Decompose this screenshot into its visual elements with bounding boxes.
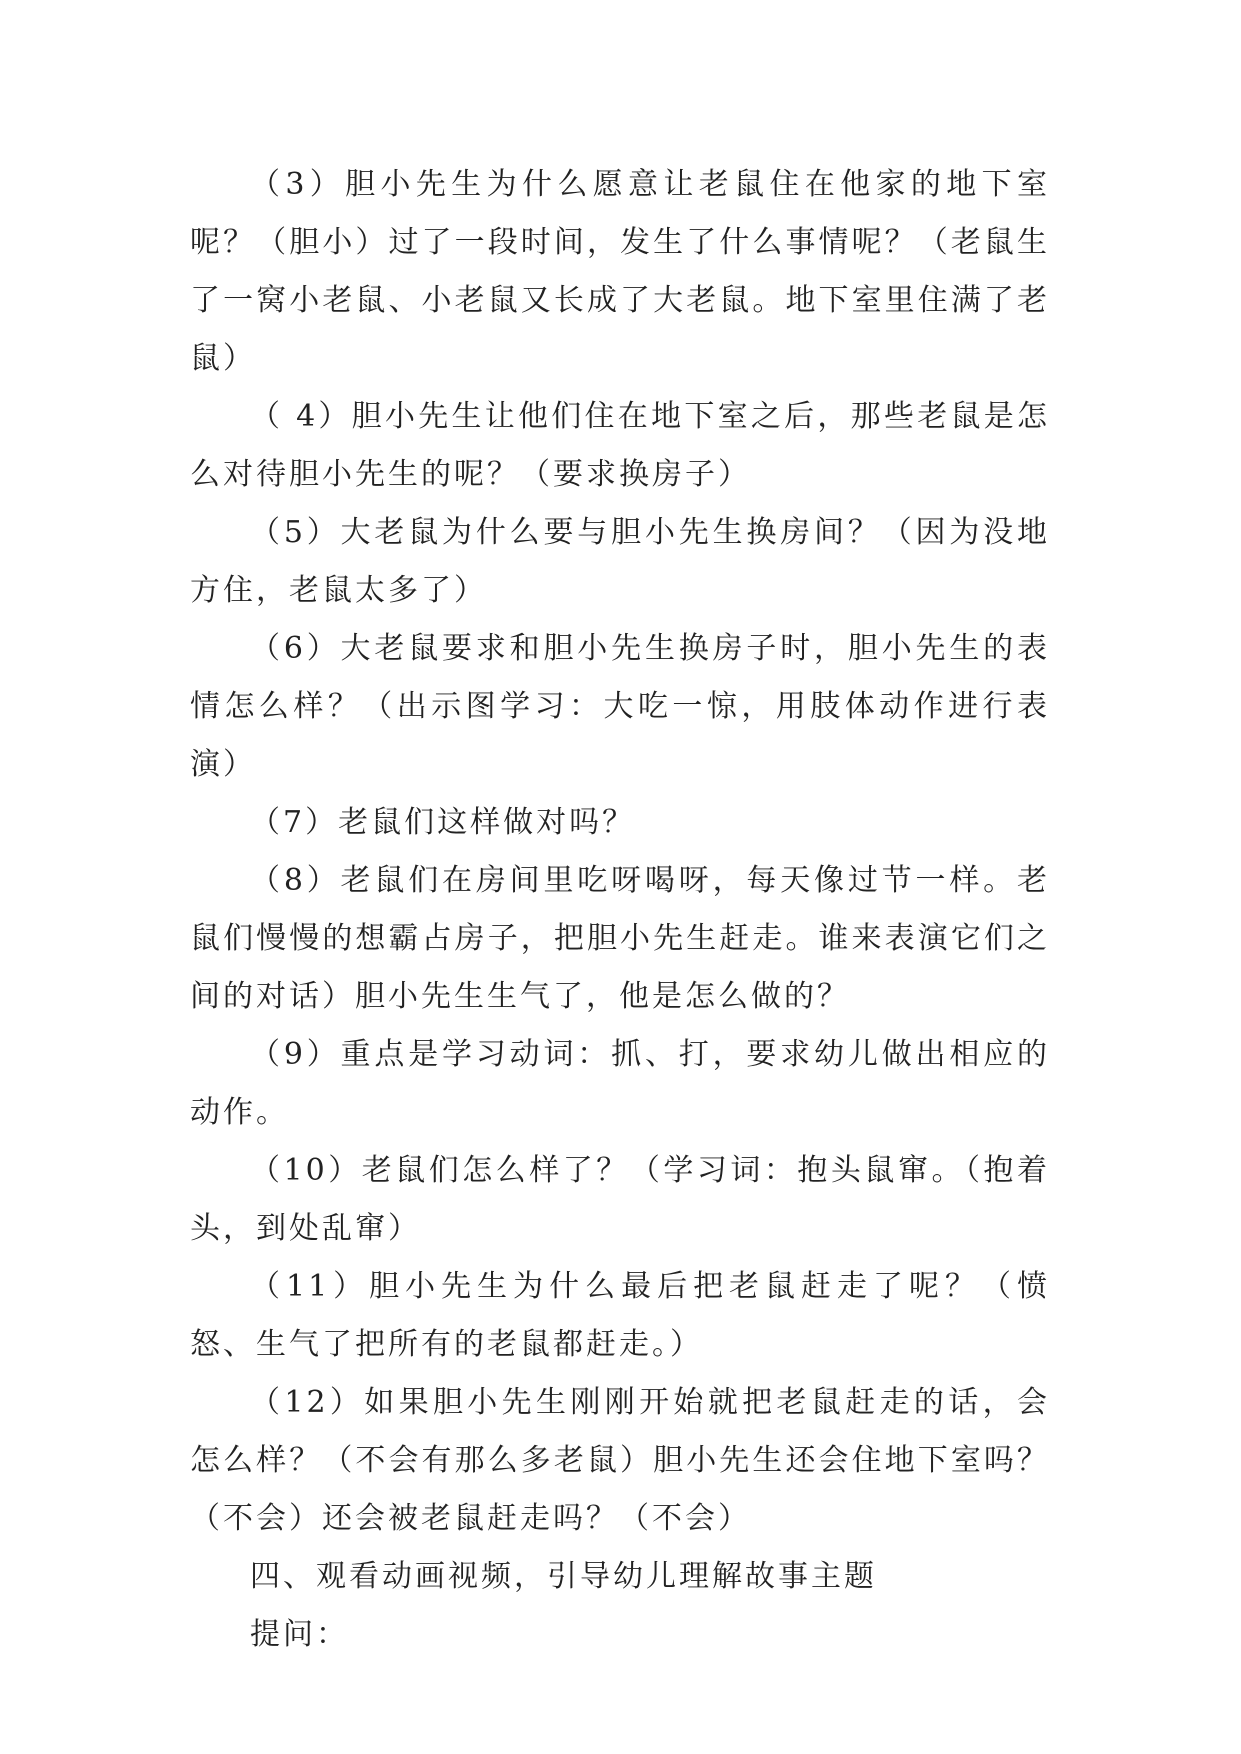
- paragraph-question-8: （8）老鼠们在房间里吃呀喝呀，每天像过节一样。老鼠们慢慢的想霸占房子，把胆小先生赶走。谁来表演它们之间的对话）胆小先生生气了，他是怎么做的？: [190, 863, 1050, 1014]
- paragraph-question-6: （6）大老鼠要求和胆小先生换房子时，胆小先生的表情怎么样？（出示图学习：大吃一惊，用肢体动作进行表演）: [190, 631, 1050, 782]
- paragraph-question-12: （12）如果胆小先生刚刚开始就把老鼠赶走的话，会怎么样？（不会有那么多老鼠）胆小先生还会住地下室吗？（不会）还会被老鼠赶走吗？（不会）: [190, 1385, 1050, 1536]
- paragraph-question-11: （11）胆小先生为什么最后把老鼠赶走了呢？（愤怒、生气了把所有的老鼠都赶走。）: [190, 1269, 1050, 1362]
- paragraph-question-3: （3）胆小先生为什么愿意让老鼠住在他家的地下室呢？（胆小）过了一段时间，发生了什么事情呢？（老鼠生了一窝小老鼠、小老鼠又长成了大老鼠。地下室里住满了老鼠）: [190, 167, 1050, 376]
- paragraph-question-9: （9）重点是学习动词：抓、打，要求幼儿做出相应的动作。: [190, 1037, 1050, 1130]
- document-body: [190, 156, 1050, 1664]
- section-heading-four: 四、观看动画视频，引导幼儿理解故事主题: [250, 1559, 877, 1594]
- paragraph-question-5: （5）大老鼠为什么要与胆小先生换房间？（因为没地方住，老鼠太多了）: [190, 515, 1050, 608]
- paragraph-questions-label: 提问：: [250, 1617, 349, 1652]
- paragraph-question-4: （ 4）胆小先生让他们住在地下室之后，那些老鼠是怎么对待胆小先生的呢？（要求换房子）: [190, 399, 1050, 492]
- paragraph-question-7: （7）老鼠们这样做对吗？: [250, 805, 636, 840]
- paragraph-question-10: （10）老鼠们怎么样了？（学习词：抱头鼠窜。（抱着头，到处乱窜）: [190, 1153, 1050, 1246]
